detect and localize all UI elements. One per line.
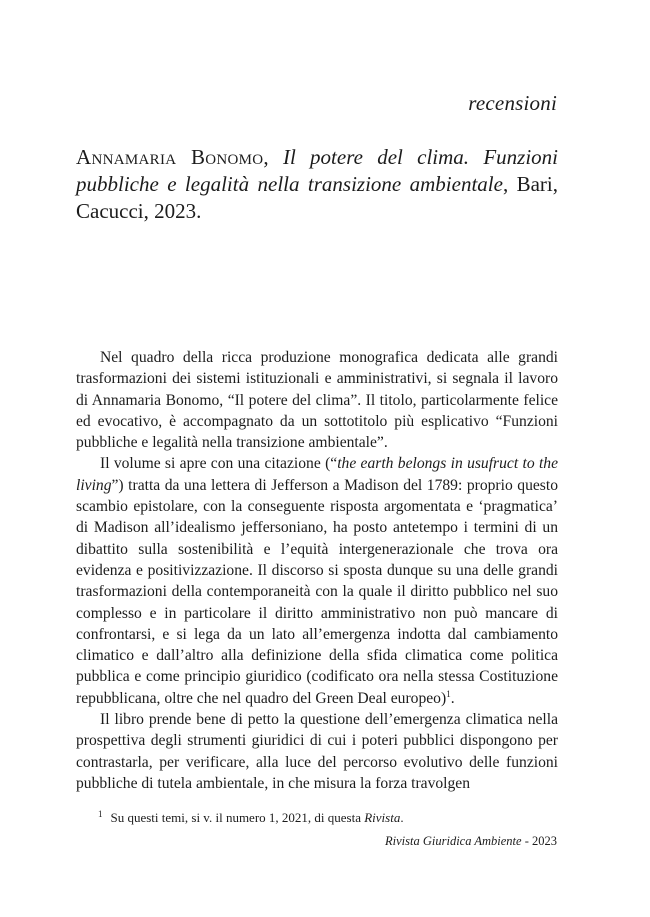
paragraph-2-end: . bbox=[450, 689, 455, 707]
footnote-journal: Rivista bbox=[364, 810, 401, 825]
footnote-text: Su questi temi, si v. il numero 1, 2021, di questa bbox=[110, 810, 365, 825]
book-author: Annamaria Bonomo bbox=[76, 145, 264, 169]
paragraph-2-intro: Il volume si apre con una citazione (“ bbox=[100, 455, 338, 473]
paragraph-3: Il libro prende bene di petto la questione dell’emergenza climatica nella prospettiva degli strumenti giuridici di cui i poteri pubblici dispongono per contrastarla, per verificare, alla luce del percorso evolutivo delle funzioni pubbliche di tutela ambientale, in che misura la forza travolgen bbox=[76, 711, 558, 792]
footnote-reference[interactable]: 1 bbox=[446, 688, 451, 699]
jefferson-quote: the earth belongs in usufruct to the living bbox=[76, 455, 558, 494]
book-publisher: , Bari, Cacucci, 2023. bbox=[76, 172, 558, 223]
book-citation bbox=[76, 144, 558, 225]
paragraph-1: Nel quadro della ricca produzione monografica dedicata alle grandi trasformazioni dei sistemi istituzionali e amministrativi, si segnala il lavoro di Annamaria Bonomo, “Il potere del clima”. Il titolo, particolarmente felice ed evocativo, è accompagnato da un sottotitolo più esplicativo “Funzioni pubbliche e legalità nella transizione ambientale”. bbox=[76, 349, 558, 452]
section-label: recensioni bbox=[468, 91, 557, 115]
footnote-mark: 1 bbox=[98, 808, 103, 819]
footer-separator: - bbox=[521, 834, 532, 848]
footer-year: 2023 bbox=[532, 834, 557, 848]
citation-separator: , bbox=[263, 145, 283, 169]
paragraph-2 bbox=[76, 453, 558, 709]
running-footer bbox=[385, 834, 557, 849]
footnote-end: . bbox=[400, 810, 404, 825]
footnote bbox=[98, 810, 558, 826]
footer-journal: Rivista Giuridica Ambiente bbox=[385, 834, 522, 848]
review-body bbox=[76, 347, 558, 794]
paragraph-2-text: ”) tratta da una lettera di Jefferson a Madison del 1789: proprio questo scambio epistolare, con la conseguente risposta argomentata e ‘pragmatica’ di Madison all’idealismo jeffersoniano, ha posto antetempo i termini di un dibattito sulla sostenibilità e l’equità intergenerazionale che trova ora evidenza e positivizzazione. Il discorso si sposta dunque su una delle grandi trasformazioni della contemporaneità con la quale il diritto pubblico nel suo complesso e in particolare il diritto amministrativo non può mancare di confrontarsi, e si lega da un lato all’emergenza indotta dal cambiamento climatico e dall’altro alla definizione della sfida climatica come politica pubblica e come principio giuridico (codificato ora nella stessa Costituzione repubblicana, oltre che nel quadro del Green Deal europeo) bbox=[76, 476, 558, 707]
book-title: Il potere del clima. Funzioni pubbliche e legalità nella transizione ambientale bbox=[76, 145, 558, 196]
